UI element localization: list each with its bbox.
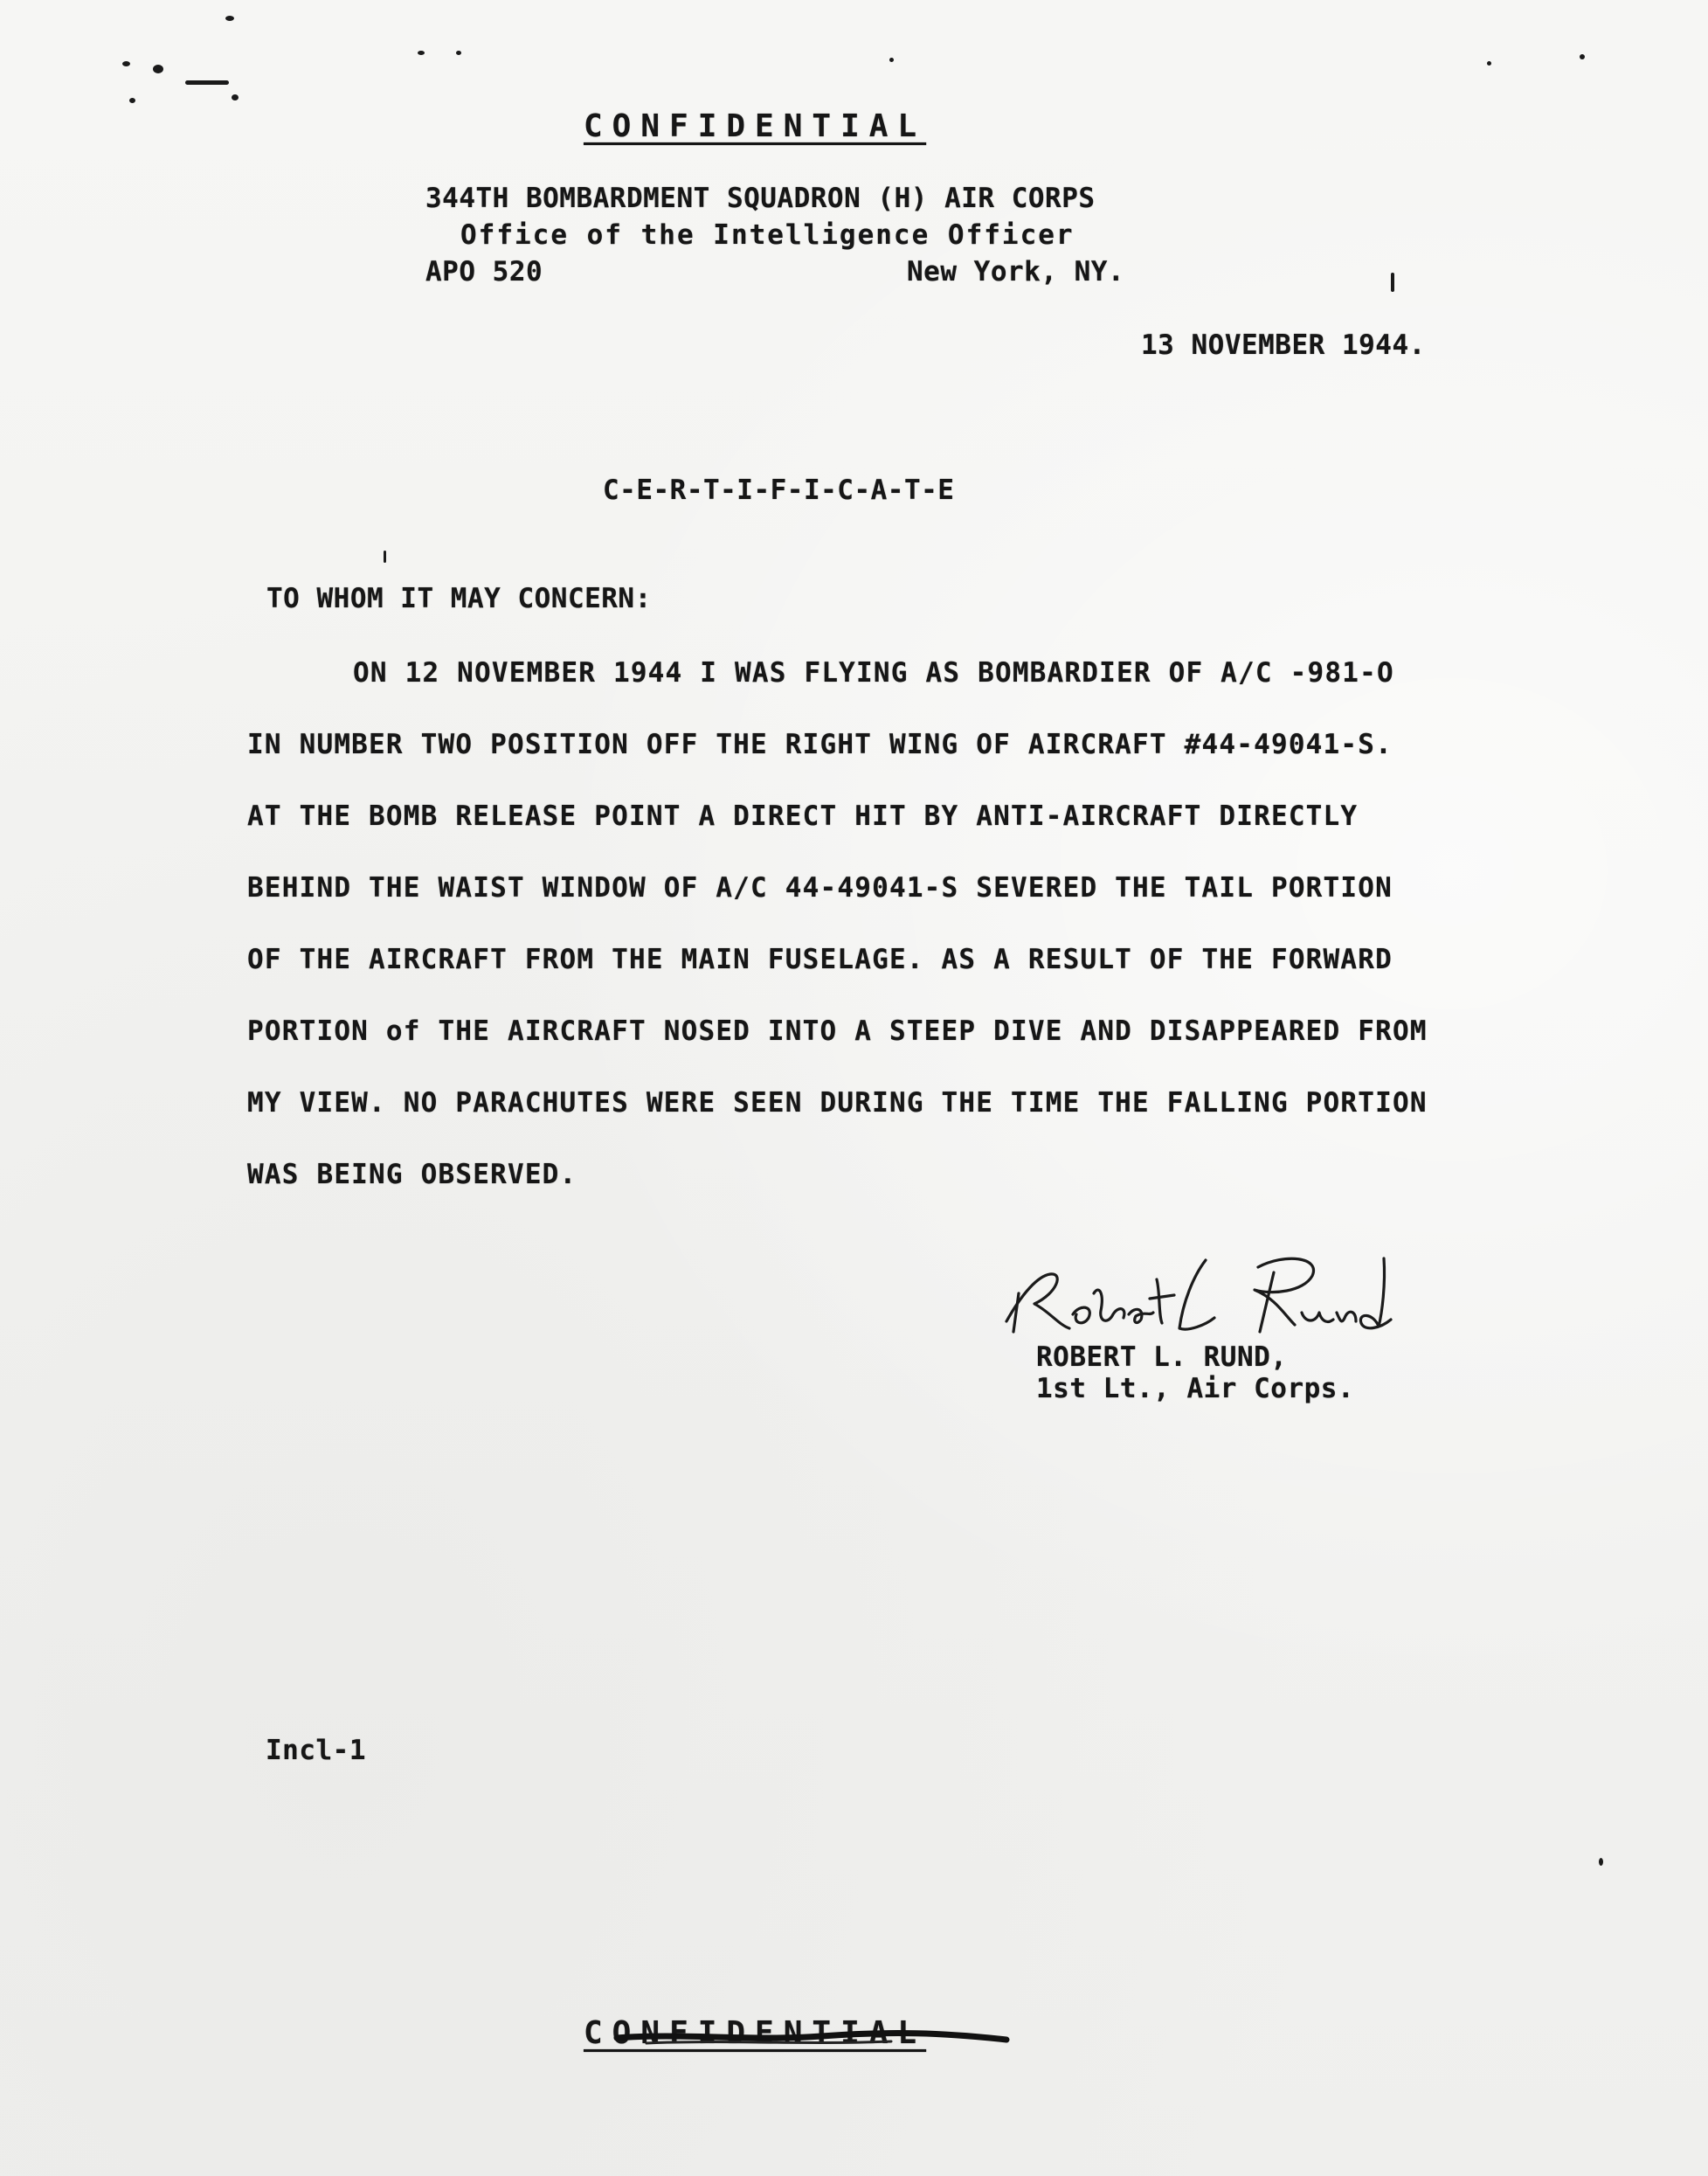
body-line: WAS BEING OBSERVED. xyxy=(247,1159,577,1190)
body-line: PORTION of THE AIRCRAFT NOSED INTO A STEEP DIVE AND DISAPPEARED FROM xyxy=(247,1015,1428,1047)
office-line: Office of the Intelligence Officer xyxy=(460,219,1075,251)
confidential-banner-top: CONFIDENTIAL xyxy=(584,108,927,144)
scan-speck xyxy=(129,98,135,103)
salutation: TO WHOM IT MAY CONCERN: xyxy=(266,583,652,614)
body-line: MY VIEW. NO PARACHUTES WERE SEEN DURING THE TIME THE FALLING PORTION xyxy=(247,1087,1428,1119)
body-line: OF THE AIRCRAFT FROM THE MAIN FUSELAGE. AS A RESULT OF THE FORWARD xyxy=(247,944,1393,975)
scan-speck xyxy=(122,61,130,66)
scan-speck xyxy=(153,65,163,73)
certificate-title: C-E-R-T-I-F-I-C-A-T-E xyxy=(603,475,955,506)
handwritten-signature xyxy=(996,1241,1398,1346)
enclosure-label: Incl-1 xyxy=(266,1735,366,1766)
scan-speck xyxy=(889,58,894,62)
body-line: AT THE BOMB RELEASE POINT A DIRECT HIT BY ANTI-AIRCRAFT DIRECTLY xyxy=(247,800,1359,832)
signer-name: ROBERT L. RUND, xyxy=(1036,1341,1288,1373)
scan-speck xyxy=(1580,54,1585,59)
scan-speck xyxy=(232,94,239,100)
scan-speck xyxy=(1599,1858,1603,1866)
unit-line: 344TH BOMBARDMENT SQUADRON (H) AIR CORPS xyxy=(425,183,1096,214)
scan-speck xyxy=(456,51,461,55)
signer-rank: 1st Lt., Air Corps. xyxy=(1036,1373,1355,1404)
scan-speck xyxy=(1487,61,1491,66)
apo-line: APO 520 xyxy=(425,256,543,288)
scan-speck xyxy=(1391,273,1394,292)
scan-speck xyxy=(384,551,386,563)
body-line: ON 12 NOVEMBER 1944 I WAS FLYING AS BOMBARDIER OF A/C -981-O xyxy=(353,657,1394,689)
scan-speck xyxy=(185,80,229,85)
scan-speck xyxy=(225,16,234,21)
scan-speck xyxy=(418,51,425,55)
city-line: New York, NY. xyxy=(907,256,1125,288)
confidential-banner-bottom: CONFIDENTIAL xyxy=(584,2015,927,2051)
strikethrough-mark xyxy=(612,2024,1013,2050)
document-date: 13 NOVEMBER 1944. xyxy=(1141,329,1426,361)
body-line: IN NUMBER TWO POSITION OFF THE RIGHT WING OF AIRCRAFT #44-49041-S. xyxy=(247,729,1393,760)
body-line: BEHIND THE WAIST WINDOW OF A/C 44-49041-S SEVERED THE TAIL PORTION xyxy=(247,872,1393,904)
